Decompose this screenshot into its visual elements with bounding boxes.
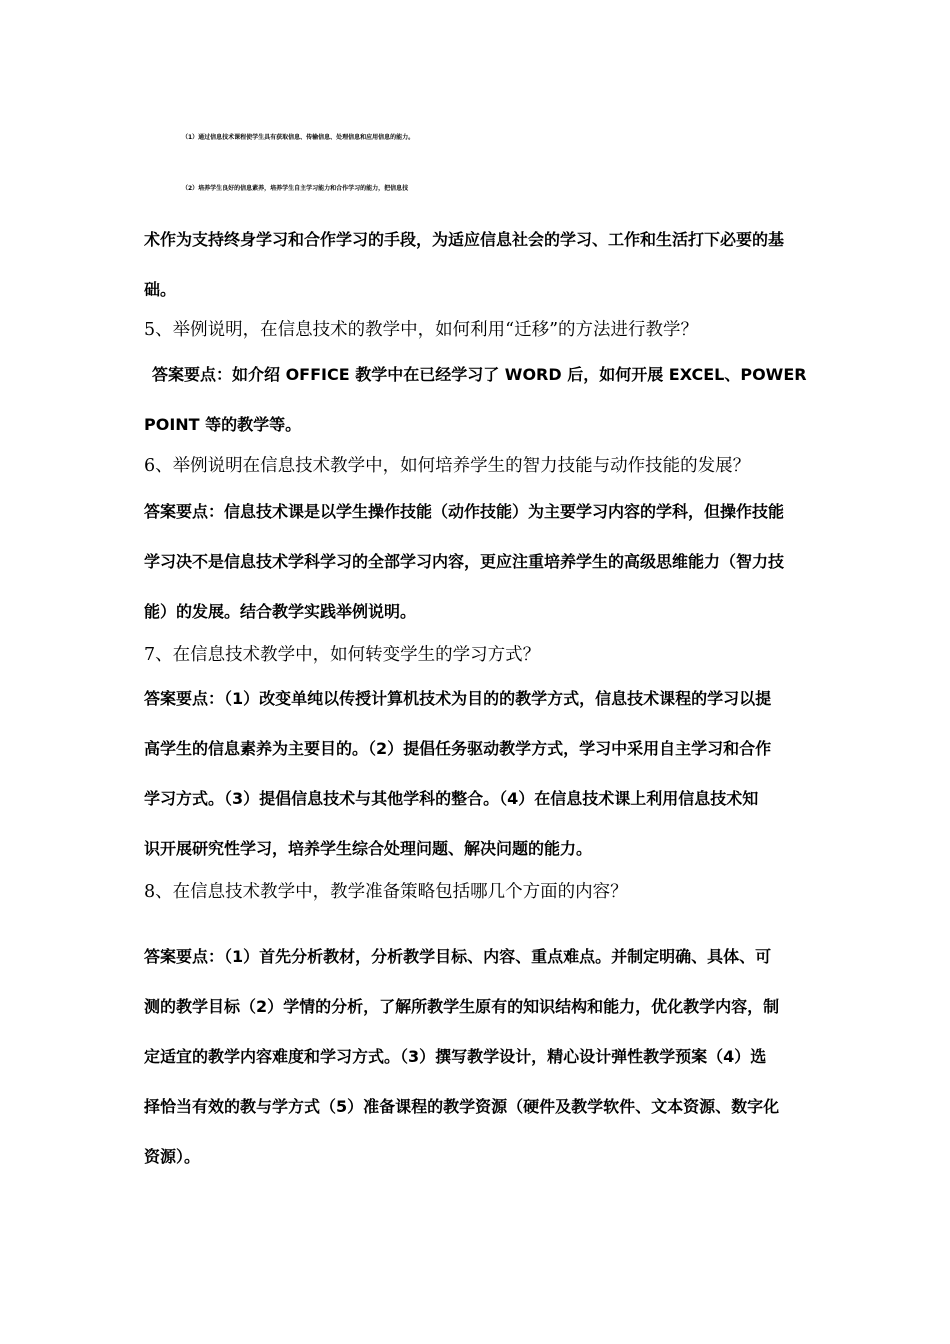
objective-1: （1）通过信息技术课程使学生具有获取信息、传输信息、处理信息和应用信息的能力。	[182, 134, 415, 141]
answer-8-line-2: 测的教学目标（2）学情的分析，了解所教学生原有的知识结构和能力，优化教学内容，制	[144, 997, 780, 1016]
answer-8-line-1: 答案要点：（1）首先分析教材，分析教学目标、内容、重点难点。并制定明确、具体、可	[144, 947, 772, 966]
answer-8-line-4: 择恰当有效的教与学方式（5）准备课程的教学资源（硬件及教学软件、文本资源、数字化	[144, 1097, 780, 1116]
answer-7-line-1: 答案要点：（1）改变单纯以传授计算机技术为目的的教学方式，信息技术课程的学习以提	[144, 689, 772, 708]
answer-6-line-3: 能）的发展。结合教学实践举例说明。	[144, 602, 417, 621]
objective-2-line-3: 础。	[144, 280, 177, 299]
answer-5-line-1: 答案要点：如介绍 OFFICE 教学中在已经学习了 WORD 后，如何开展 EXCEL、POWER	[152, 365, 807, 384]
answer-8-line-3: 定适宜的教学内容难度和学习方式。（3）撰写教学设计，精心设计弹性教学预案（4）选	[144, 1047, 767, 1066]
answer-7-line-4: 识开展研究性学习，培养学生综合处理问题、解决问题的能力。	[144, 839, 593, 858]
answer-8-line-5: 资源）。	[144, 1147, 201, 1166]
question-6: 6、举例说明在信息技术教学中，如何培养学生的智力技能与动作技能的发展？	[144, 456, 751, 476]
question-5: 5、举例说明，在信息技术的教学中，如何利用“迁移”的方法进行教学？	[144, 320, 699, 340]
answer-7-line-3: 学习方式。（3）提倡信息技术与其他学科的整合。（4）在信息技术课上利用信息技术知	[144, 789, 759, 808]
objective-2-line-1: （2）培养学生良好的信息素养，培养学生自主学习能力和合作学习的能力，把信息技	[182, 185, 409, 192]
answer-5-line-2: POINT 等的教学等。	[144, 415, 302, 434]
question-8: 8、在信息技术教学中，教学准备策略包括哪几个方面的内容？	[144, 882, 628, 902]
objective-2-line-2: 术作为支持终身学习和合作学习的手段，为适应信息社会的学习、工作和生活打下必要的基	[144, 230, 785, 249]
answer-7-line-2: 高学生的信息素养为主要目的。（2）提倡任务驱动教学方式，学习中采用自主学习和合作	[144, 739, 772, 758]
answer-6-line-1: 答案要点：信息技术课是以学生操作技能（动作技能）为主要学习内容的学科，但操作技能	[144, 502, 785, 521]
answer-6-line-2: 学习决不是信息技术学科学习的全部学习内容，更应注重培养学生的高级思维能力（智力技	[144, 552, 785, 571]
question-7: 7、在信息技术教学中，如何转变学生的学习方式？	[144, 645, 541, 665]
